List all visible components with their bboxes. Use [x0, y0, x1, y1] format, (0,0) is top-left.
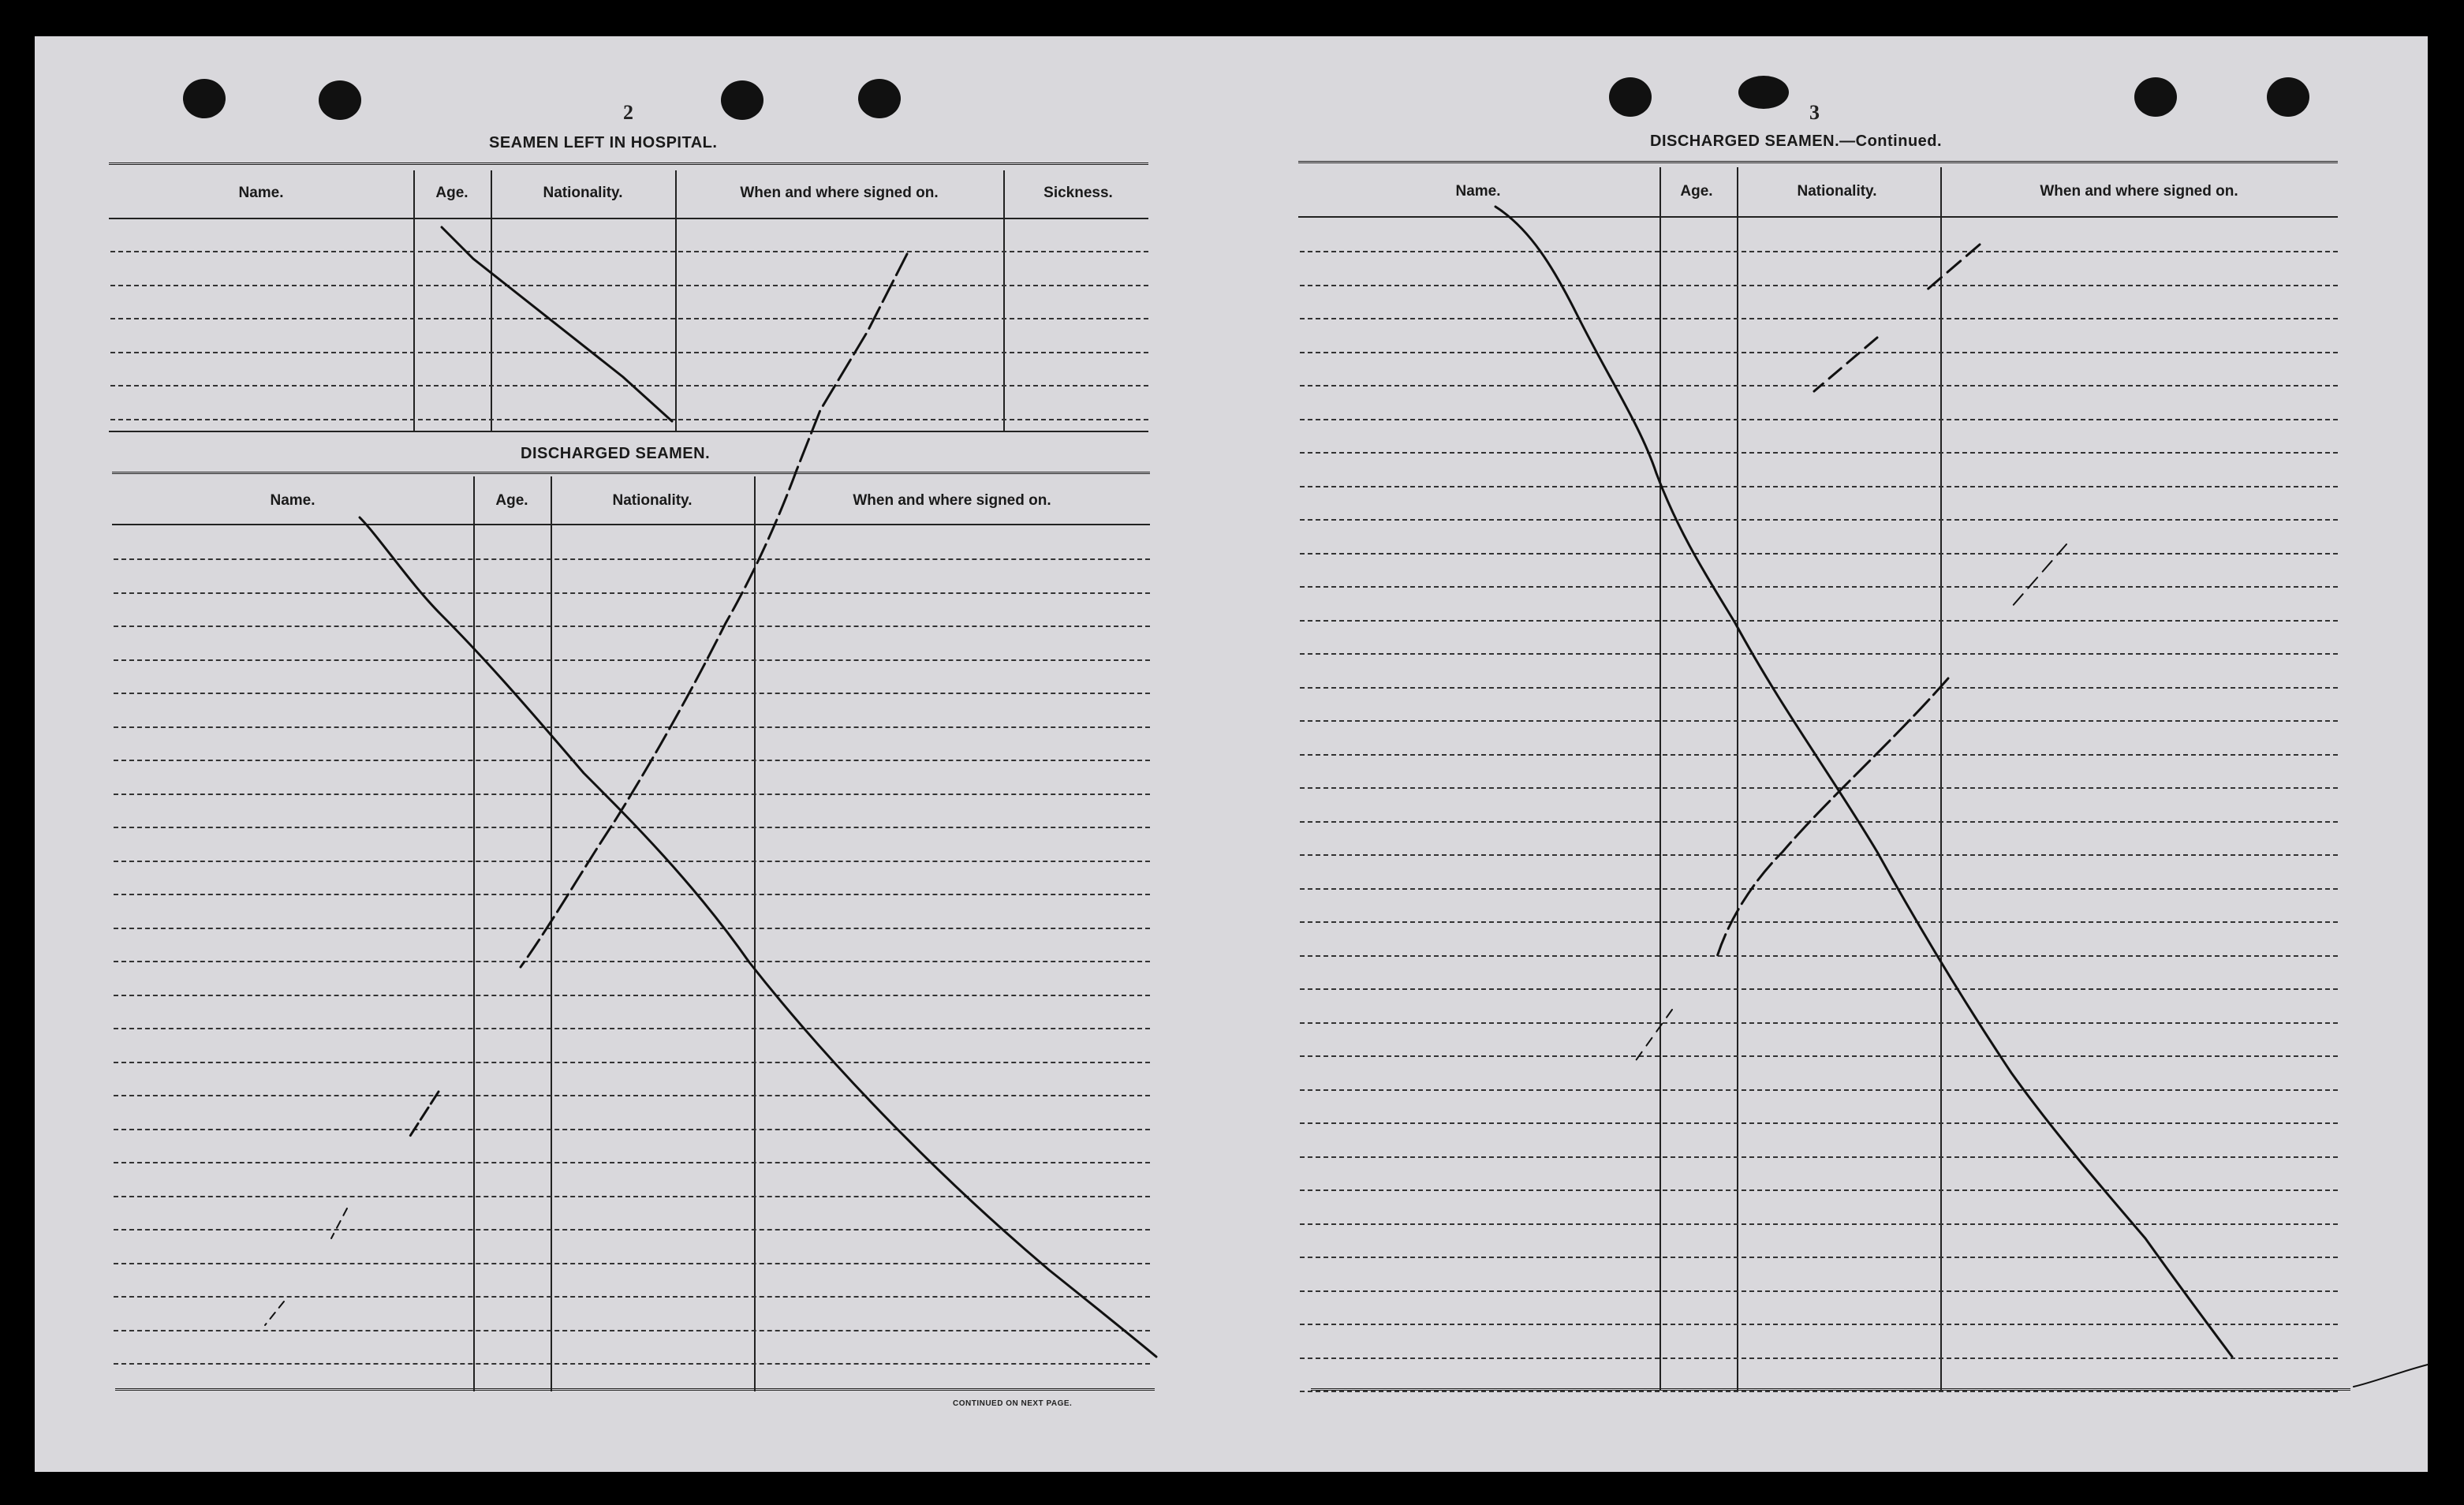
discharged-col-when-where-left: When and where signed on.	[853, 492, 1051, 509]
hospital-section-title: SEAMEN LEFT IN HOSPITAL.	[489, 134, 718, 151]
cancel-stroke	[360, 517, 1156, 1357]
discharged-col-age-left: Age.	[495, 492, 528, 509]
hospital-col-sickness: Sickness.	[1043, 185, 1113, 201]
discharged-col-name-left: Name.	[270, 492, 315, 509]
cancel-stroke	[1925, 245, 1980, 292]
page-number-right: 3	[1809, 101, 1820, 124]
paper-tear	[2354, 1365, 2428, 1387]
discharged-col-age-right: Age.	[1680, 183, 1713, 200]
discharged-col-when-where-right: When and where signed on.	[2040, 183, 2238, 200]
discharged-col-name-right: Name.	[1455, 183, 1501, 200]
discharged-section-title-left: DISCHARGED SEAMEN.	[521, 445, 711, 462]
cancel-stroke	[521, 470, 797, 967]
cancel-stroke	[442, 227, 672, 421]
discharged-col-nationality-right: Nationality.	[1797, 183, 1877, 200]
hospital-col-when-where: When and where signed on.	[740, 185, 939, 201]
cancel-stroke	[1495, 207, 2232, 1357]
page-number-left: 2	[623, 101, 633, 124]
cancel-stroke	[265, 1301, 284, 1325]
hospital-col-nationality: Nationality.	[543, 185, 623, 201]
continued-footer: CONTINUED ON NEXT PAGE.	[953, 1399, 1073, 1408]
cancel-stroke	[1814, 338, 1877, 391]
cancel-stroke	[331, 1208, 347, 1238]
cancel-stroke	[2011, 544, 2066, 607]
hospital-col-name: Name.	[238, 185, 284, 201]
cancel-stroke	[1633, 1010, 1672, 1065]
hospital-col-age: Age.	[435, 185, 469, 201]
cancel-stroke	[410, 1092, 439, 1136]
discharged-col-nationality-left: Nationality.	[612, 492, 693, 509]
discharged-section-title-right: DISCHARGED SEAMEN.—Continued.	[1650, 133, 1943, 150]
cancel-stroke	[797, 254, 907, 470]
